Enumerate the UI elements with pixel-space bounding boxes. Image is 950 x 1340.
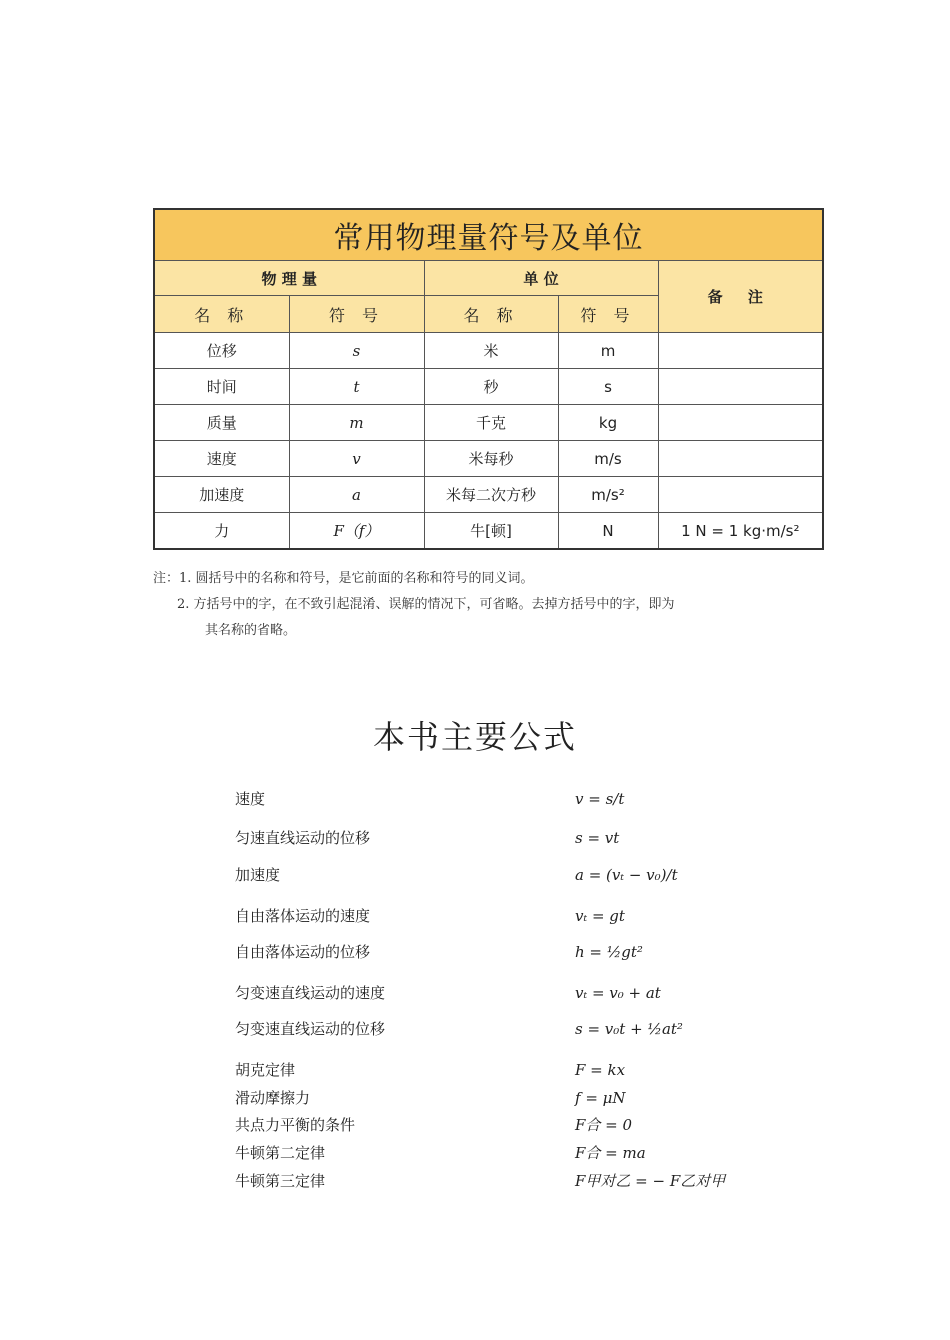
subheader-quantity-name: 名 称 (154, 296, 289, 333)
subheader-unit-symbol: 符 号 (558, 296, 658, 333)
table-row (154, 513, 823, 550)
formula-row (235, 1110, 795, 1140)
formula-expression: s = vt (575, 829, 620, 847)
table-row (154, 441, 823, 477)
formula-name: 匀速直线运动的位移 (235, 829, 371, 847)
formula-section-title: 本书主要公式 (372, 718, 577, 756)
subheader-quantity-symbol: 符 号 (289, 296, 424, 333)
formula-row (235, 1166, 795, 1196)
remark: 1 N = 1 kg·m/s² (658, 513, 823, 550)
formula-row (235, 901, 795, 931)
unit-name: 牛[顿] (424, 513, 558, 550)
table-row (154, 333, 823, 369)
subheader-unit-name: 名 称 (424, 296, 558, 333)
table-notes (153, 566, 833, 644)
quantity-name: 速度 (154, 441, 289, 477)
quantity-name: 时间 (154, 369, 289, 405)
formula-expression: F合 = ma (575, 1144, 646, 1162)
formula-row (235, 978, 795, 1008)
formula-expression: F合 = 0 (575, 1116, 633, 1134)
remark (658, 477, 823, 513)
formula-name: 匀变速直线运动的速度 (235, 984, 386, 1002)
formula-expression: F甲对乙 = − F乙对甲 (575, 1172, 726, 1190)
formula-expression: F = kx (575, 1061, 626, 1079)
unit-symbol: s (558, 369, 658, 405)
formula-name: 牛顿第二定律 (235, 1144, 326, 1162)
formula-name: 匀变速直线运动的位移 (235, 1020, 386, 1038)
unit-name: 米 (424, 333, 558, 369)
formula-row (235, 823, 795, 853)
formula-expression: h = ½gt² (575, 943, 643, 961)
remark (658, 333, 823, 369)
quantity-symbol: a (289, 477, 424, 513)
formula-row (235, 1083, 795, 1113)
quantity-symbol: t (289, 369, 424, 405)
quantity-name: 加速度 (154, 477, 289, 513)
table-row (154, 405, 823, 441)
table-row (154, 369, 823, 405)
quantity-name: 力 (154, 513, 289, 550)
formula-name: 牛顿第三定律 (235, 1172, 326, 1190)
table-row (154, 477, 823, 513)
formula-expression: a = (vₜ − v₀)/t (575, 866, 678, 884)
unit-symbol: N (558, 513, 658, 550)
units-table (153, 208, 824, 550)
note-line-3: 其名称的省略。 (205, 623, 297, 638)
formula-name: 自由落体运动的速度 (235, 907, 371, 925)
remark (658, 405, 823, 441)
remark (658, 441, 823, 477)
formula-expression: v = s/t (575, 790, 625, 808)
unit-name: 米每二次方秒 (424, 477, 558, 513)
quantity-symbol: F（f） (289, 513, 424, 550)
unit-symbol: kg (558, 405, 658, 441)
quantity-name: 质量 (154, 405, 289, 441)
group-header-unit: 单 位 (424, 261, 658, 296)
note-line-2: 2. 方括号中的字，在不致引起混淆、误解的情况下，可省略。去掉方括号中的字，即为 (177, 597, 675, 612)
formula-name: 加速度 (235, 866, 281, 884)
formula-row (235, 1138, 795, 1168)
formula-expression: s = v₀t + ½at² (575, 1020, 683, 1038)
formula-name: 胡克定律 (235, 1061, 296, 1079)
unit-symbol: m/s² (558, 477, 658, 513)
quantity-symbol: m (289, 405, 424, 441)
formula-name: 滑动摩擦力 (235, 1089, 311, 1107)
quantity-symbol: v (289, 441, 424, 477)
formula-name: 速度 (235, 790, 266, 808)
unit-symbol: m/s (558, 441, 658, 477)
unit-symbol: m (558, 333, 658, 369)
formula-row (235, 937, 795, 967)
group-header-quantity: 物 理 量 (154, 261, 424, 296)
unit-name: 千克 (424, 405, 558, 441)
formula-expression: vₜ = gt (575, 907, 625, 925)
unit-name: 米每秒 (424, 441, 558, 477)
remark (658, 369, 823, 405)
formula-row (235, 860, 795, 890)
formula-expression: f = μN (575, 1089, 626, 1107)
group-header-remark: 备 注 (658, 261, 823, 333)
quantity-symbol: s (289, 333, 424, 369)
unit-name: 秒 (424, 369, 558, 405)
formula-row (235, 784, 795, 814)
formula-name: 共点力平衡的条件 (235, 1116, 356, 1134)
formula-name: 自由落体运动的位移 (235, 943, 371, 961)
note-line-1: 注：1. 圆括号中的名称和符号，是它前面的名称和符号的同义词。 (153, 571, 534, 586)
formula-row (235, 1055, 795, 1085)
formula-row (235, 1014, 795, 1044)
quantity-name: 位移 (154, 333, 289, 369)
table-title: 常用物理量符号及单位 (154, 209, 823, 261)
formula-expression: vₜ = v₀ + at (575, 984, 661, 1002)
